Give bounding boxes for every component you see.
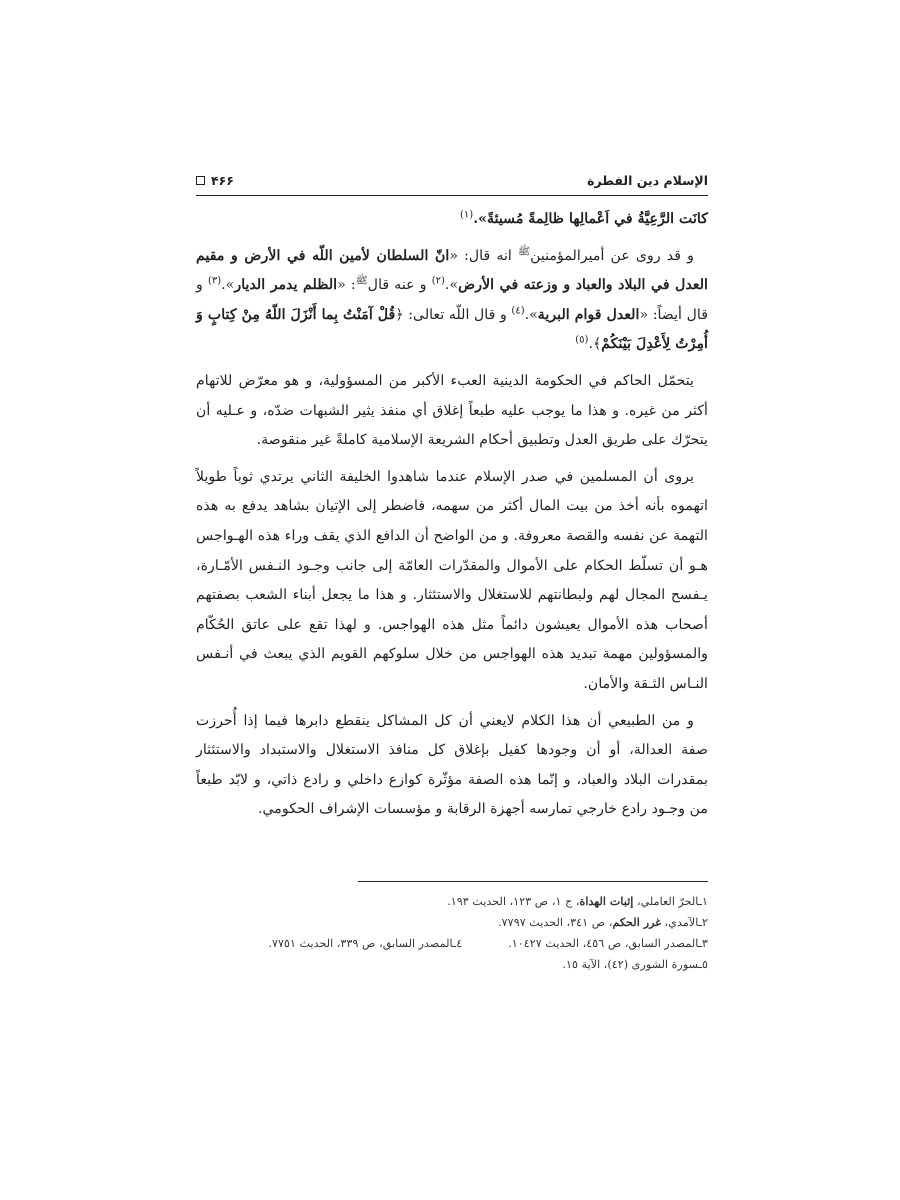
footnote-3: ٣ـالمصدر السابق، ص ٤٥٦، الحديث ١٠٤٢٧. [508, 937, 708, 950]
footnote-ref-1: (١) [460, 209, 474, 221]
book-title: غرر الحكم [612, 915, 662, 929]
footnote-ref-4: (٤) [511, 305, 525, 317]
footnote-4: ٤ـالمصدر السابق، ص ٣٣٩، الحديث ٧٧٥١. [268, 937, 463, 950]
footnote-ref-3: (٣) [207, 275, 222, 287]
paragraph-1 [196, 242, 708, 360]
footnotes [196, 891, 708, 975]
text-run: و قال أيضاً: « [196, 277, 708, 323]
text-run: ، ص ٣٤١، الحديث ٧٧٩٧. [498, 916, 613, 929]
paragraph-4: و من الطبيعي أن هذا الكلام لايعني أن كل المشاكل ينقطع دابرها فيما إذا أُحرزت صفة العدالة، أو أن وجودها كفيل بإغلاق كل منافذ الاستغلال والاستبداد والاستئثار بمقدرات البلاد والعباد، و إنّما هذه الصفة مؤثّرة كوازع داخلي و رادع ذاتي، و لابّد طبعاً من وجـود رادع خارجي تمارسه أجهزة الرقابة و مؤسسات الإشراف الحكومي. [196, 712, 708, 818]
text-run: ، ج ١، ص ١٢٣، الحديث ١٩٣. [447, 895, 580, 908]
running-title: الإسلام دين الفطرة [587, 172, 708, 188]
pbuh-icon: ﷺ [517, 245, 531, 257]
text-run: : « [337, 277, 356, 294]
text-run: و قد روى عن أميرالمؤمنين [530, 247, 694, 264]
page-number-text: ۴۶۶ [211, 172, 234, 188]
page-header [196, 168, 708, 192]
quran-verse: قُلْ آمَنْتُ بِما أَنْزَلَ اللّهُ مِنْ كِتابٍ وَ أُمِرْتُ لِأَعْدِلَ بَيْنَكُمْ [196, 306, 708, 353]
book-title: إثبات الهداة [579, 894, 634, 908]
paragraph-0 [196, 205, 708, 235]
paragraph-2: يتحمّل الحاكم في الحكومة الدينية العبء الأكبر من المسؤولية، و هو معرّض للاتهام أكثر من غيره. و هذا ما يوجب عليه طبعاً إغلاق أي منفذ يثير الشبهات ضدّه، و عـليه أن يتحرّك على طريق العدل وتطبيق أحكام الشريعة الإسلامية كاملةً غير منقوصة. [196, 372, 708, 449]
footnote-ref-5: (٥) [575, 334, 589, 346]
header-rule [196, 195, 708, 196]
hadith-quote-1: انّ السلطان لأمين اللّه في الأرض و مقيم العدل في البلاد والعباد و وزعته في الأرض [196, 247, 708, 294]
text-run: و عنه قال [367, 277, 432, 294]
main-text [196, 205, 708, 832]
footnote-3-4 [196, 933, 708, 954]
square-bullet-icon [196, 176, 205, 185]
footnote-ref-2: (٢) [431, 275, 445, 287]
footnote-5: ٥ـسورة الشورى (٤٢)، الآية ١٥. [562, 958, 708, 971]
text-run: ». [221, 277, 235, 294]
footnote-1 [196, 891, 708, 912]
quote-continuation: كانَت الرَّعِيَّةُ في اَعْمالِها ظالِمةً مُسيئةً». [473, 211, 708, 227]
text-run: ٢ـالآمدي، [661, 916, 708, 929]
paragraph-3: يروى أن المسلمين في صدر الإسلام عندما شاهدوا الخليفة الثاني يرتدي ثوباً طويلاً اتهموه بأنه أخذ من بيت المال أكثر من سهمه، فاضطر إلى الإتيان بشاهد يدفع به هذه التهمة عن نفسه والقصة معروفة. و من الواضح أن الدافع الذي يقف وراء هذه الهـواجس هـو أن تسلّط الحكام على الأموال والمقدّرات العامّة إلى جانب وجـود النـفس الأمّـارة، يـفسح المجال لهم ولبطانتهم للاستغلال والاستئثار. و هذا ما يجعل أبناء الشعب بصفتهم أصحاب هذه الأموال يعيشون دائماً مثل هذه الهواجس. و لهذا تقع على عاتق الحُكّام والمسؤولين مهمة تبديد هذه الهواجس من خلال سلوكهم القويم الذي يبعث في أنـفس النـاس الثـقة والأمان. [196, 468, 708, 692]
page-number [196, 173, 234, 188]
hadith-quote-3: العدل قوام البرية [537, 306, 640, 323]
text-run: و قال اللّه تعالى: ﴿ [395, 306, 512, 323]
footnote-rule [358, 881, 708, 882]
footnote-2 [196, 912, 708, 933]
hadith-quote-2: الظلم يدمر الديار [234, 277, 338, 294]
pbuh-icon: ﷺ [355, 275, 368, 287]
text-run: انه قال: « [449, 247, 518, 264]
text-run: ». [444, 277, 459, 294]
text-run: ». [524, 306, 538, 323]
text-run: ﴾. [588, 336, 602, 353]
text-run: ١ـالحرّ العاملي، [633, 895, 708, 908]
